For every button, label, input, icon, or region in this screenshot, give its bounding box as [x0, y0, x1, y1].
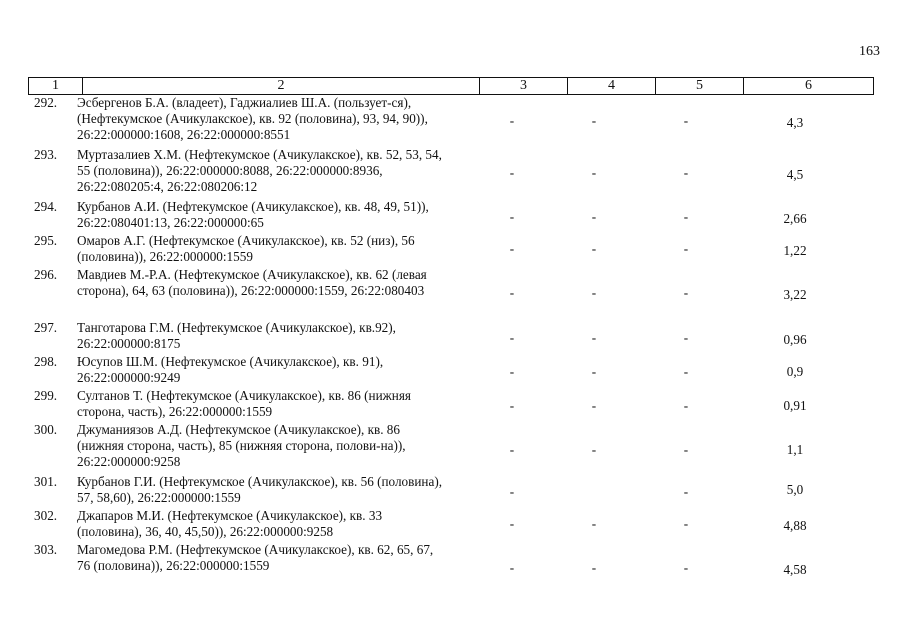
row-value: 1,1 — [786, 442, 804, 457]
table-row — [0, 422, 900, 470]
header-col-2: 2 — [83, 78, 480, 94]
row-description: Юсупов Ш.М. (Нефтекумское (Ачикулакское), кв. 91), 26:22:000000:9249 — [77, 354, 384, 385]
row-description: Джуманиязов А.Д. (Нефтекумское (Ачикулакское), кв. 86 (нижняя сторона, часть), 85 (нижняя сторона, полови-на)), 26:22:000000:9258 — [77, 422, 406, 469]
row-col-4: - — [591, 560, 597, 575]
row-col-4: - — [591, 241, 597, 256]
row-number: 295. — [34, 233, 58, 248]
row-number: 292. — [34, 95, 58, 110]
row-col-3: - — [509, 241, 515, 256]
row-col-5: - — [683, 442, 689, 457]
table-row — [0, 95, 900, 143]
row-col-4: - — [591, 442, 597, 457]
row-description: Султанов Т. (Нефтекумское (Ачикулакское), кв. 86 (нижняя сторона, часть), 26:22:000000:1559 — [77, 388, 411, 419]
header-col-4: 4 — [568, 78, 656, 94]
table-row — [0, 233, 900, 265]
row-col-3: - — [509, 516, 515, 531]
row-col-5: - — [683, 364, 689, 379]
row-col-3: - — [509, 113, 515, 128]
row-number: 293. — [34, 147, 58, 162]
row-col-5: - — [683, 398, 689, 413]
row-value: 0,9 — [786, 364, 804, 379]
row-number: 302. — [34, 508, 58, 523]
row-col-5: - — [683, 285, 689, 300]
page-number: 163 — [859, 44, 880, 59]
row-number: 301. — [34, 474, 58, 489]
row-col-4: - — [591, 165, 597, 180]
table-row — [0, 354, 900, 386]
row-number: 296. — [34, 267, 58, 282]
row-col-4: - — [591, 516, 597, 531]
row-value: 1,22 — [783, 243, 807, 258]
row-number: 300. — [34, 422, 58, 437]
row-value: 3,22 — [783, 287, 807, 302]
row-col-5: - — [683, 165, 689, 180]
row-description: Мавдиев М.-Р.А. (Нефтекумское (Ачикулакское), кв. 62 (левая сторона), 64, 63 (половина)), 26:22:000000:1559, 26:22:080403 — [77, 267, 427, 298]
row-col-3: - — [509, 165, 515, 180]
row-value: 0,96 — [783, 332, 807, 347]
row-value: 4,5 — [786, 167, 804, 182]
row-col-4: - — [591, 113, 597, 128]
row-col-5: - — [683, 516, 689, 531]
row-col-4: - — [591, 364, 597, 379]
row-value: 5,0 — [786, 482, 804, 497]
row-col-5: - — [683, 113, 689, 128]
row-description: Курбанов А.И. (Нефтекумское (Ачикулакское), кв. 48, 49, 51)), 26:22:080401:13, 26:22:000000:65 — [77, 199, 429, 230]
table-header — [28, 77, 874, 95]
row-number: 298. — [34, 354, 58, 369]
table-row — [0, 199, 900, 231]
header-col-1: 1 — [29, 78, 83, 94]
row-number: 294. — [34, 199, 58, 214]
row-col-5: - — [683, 209, 689, 224]
header-col-3: 3 — [480, 78, 568, 94]
table-row — [0, 508, 900, 540]
row-col-3: - — [509, 398, 515, 413]
row-value: 4,58 — [783, 562, 807, 577]
row-col-3: - — [509, 560, 515, 575]
table-row — [0, 388, 900, 420]
row-description: Магомедова Р.М. (Нефтекумское (Ачикулакское), кв. 62, 65, 67, 76 (половина)), 26:22:000000:1559 — [77, 542, 434, 573]
row-col-3: - — [509, 330, 515, 345]
row-description: Эсбергенов Б.А. (владеет), Гаджиалиев Ш.А. (пользует-ся), (Нефтекумское (Ачикулакское), кв. 92 (половина), 93, 94, 90)), 26:22:000000:1608, 26:22:000000:8551 — [77, 95, 428, 142]
row-number: 299. — [34, 388, 58, 403]
row-value: 0,91 — [783, 398, 807, 413]
row-col-4: - — [591, 398, 597, 413]
row-number: 297. — [34, 320, 58, 335]
row-col-4: - — [591, 209, 597, 224]
header-col-5: 5 — [656, 78, 744, 94]
table-row — [0, 267, 900, 315]
row-description: Танготарова Г.М. (Нефтекумское (Ачикулакское), кв.92), 26:22:000000:8175 — [77, 320, 396, 351]
row-col-4: - — [591, 330, 597, 345]
row-description: Курбанов Г.И. (Нефтекумское (Ачикулакское), кв. 56 (половина), 57, 58,60), 26:22:000000:1559 — [77, 474, 443, 505]
row-col-5: - — [683, 241, 689, 256]
table-row — [0, 320, 900, 352]
row-col-3: - — [509, 442, 515, 457]
row-description: Омаров А.Г. (Нефтекумское (Ачикулакское), кв. 52 (низ), 56 (половина)), 26:22:000000:1559 — [77, 233, 415, 264]
row-col-3: - — [509, 285, 515, 300]
header-col-6: 6 — [805, 78, 812, 93]
table-row — [0, 147, 900, 195]
row-col-5: - — [683, 560, 689, 575]
row-col-4: - — [591, 285, 597, 300]
row-col-3: - — [509, 209, 515, 224]
row-description: Муртазалиев Х.М. (Нефтекумское (Ачикулакское), кв. 52, 53, 54, 55 (половина)), 26:22:000000:8088, 26:22:000000:8936, 26:22:080205:4, 26:22:080206:12 — [77, 147, 442, 194]
row-value: 4,88 — [783, 518, 807, 533]
row-number: 303. — [34, 542, 58, 557]
row-col-3: - — [509, 484, 515, 499]
row-description: Джапаров М.И. (Нефтекумское (Ачикулакское), кв. 33 (половина), 36, 40, 45,50)), 26:22:000000:9258 — [77, 508, 383, 539]
table-row — [0, 474, 900, 506]
row-col-5: - — [683, 330, 689, 345]
table-row — [0, 542, 900, 577]
row-value: 4,3 — [786, 115, 804, 130]
row-col-5: - — [683, 484, 689, 499]
row-value: 2,66 — [783, 211, 807, 226]
row-col-3: - — [509, 364, 515, 379]
